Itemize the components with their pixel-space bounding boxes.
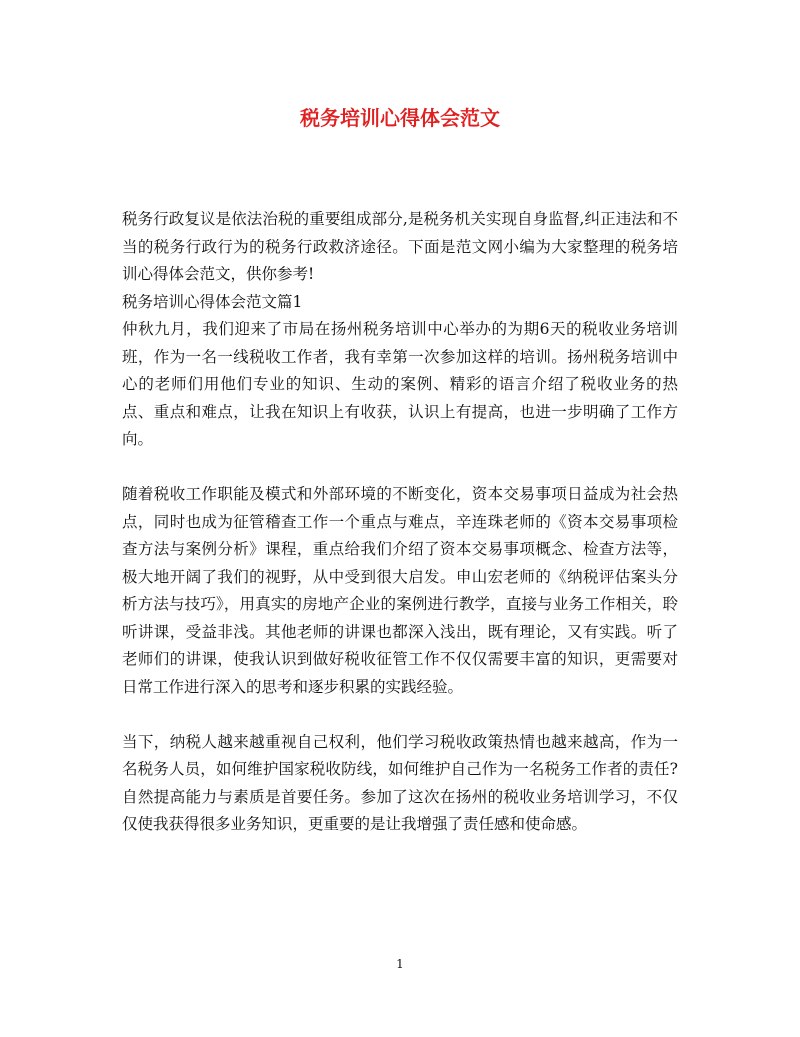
section-heading: 税务培训心得体会范文篇1 (122, 292, 303, 311)
intro-paragraph: 税务行政复议是依法治税的重要组成部分,是税务机关实现自身监督,纠正违法和不当的税务行政行为的税务行政救济途径。下面是范文网小编为大家整理的税务培训心得体会范文，供你参考! (122, 210, 678, 283)
body-paragraph-2: 随着税收工作职能及模式和外部环境的不断变化，资本交易事项日益成为社会热点，同时也成为征管稽查工作一个重点与难点，辛连珠老师的《资本交易事项检查方法与案例分析》课程，重点给我们介绍了资本交易事项概念、检查方法等，极大地开阔了我们的视野，从中受到很大启发。申山宏老师的《纳税评估案头分析方法与技巧》，用真实的房地产企业的案例进行教学，直接与业务工作相关，聆听讲课，受益非浅。其他老师的讲课也都深入浅出，既有理论，又有实践。听了老师们的讲课，使我认识到做好税收征管工作不仅仅需要丰富的知识，更需要对日常工作进行深入的思考和逐步积累的实践经验。 (122, 485, 678, 696)
paragraph-spacer (122, 454, 678, 482)
paragraph-spacer (122, 701, 678, 729)
body-paragraph-3: 当下，纳税人越来越重视自己权利，他们学习税收政策热情也越来越高，作为一名税务人员，如何维护国家税收防线，如何维护自己作为一名税务工作者的责任?自然提高能力与素质是首要任务。参加了这次在扬州的税收业务培训学习，不仅仅使我获得很多业务知识，更重要的是让我增强了责任感和使命感。 (122, 732, 678, 833)
page-number: 1 (396, 957, 404, 971)
document-body (122, 206, 678, 839)
page-title: 税务培训心得体会范文 (300, 106, 500, 130)
body-paragraph-1: 仲秋九月，我们迎来了市局在扬州税务培训中心举办的为期6天的税收业务培训班，作为一名一线税收工作者，我有幸第一次参加这样的培训。扬州税务培训中心的老师们用他们专业的知识、生动的案例、精彩的语言介绍了税收业务的热点、重点和难点，让我在知识上有收获，认识上有提高，也进一步明确了工作方向。 (122, 320, 678, 448)
